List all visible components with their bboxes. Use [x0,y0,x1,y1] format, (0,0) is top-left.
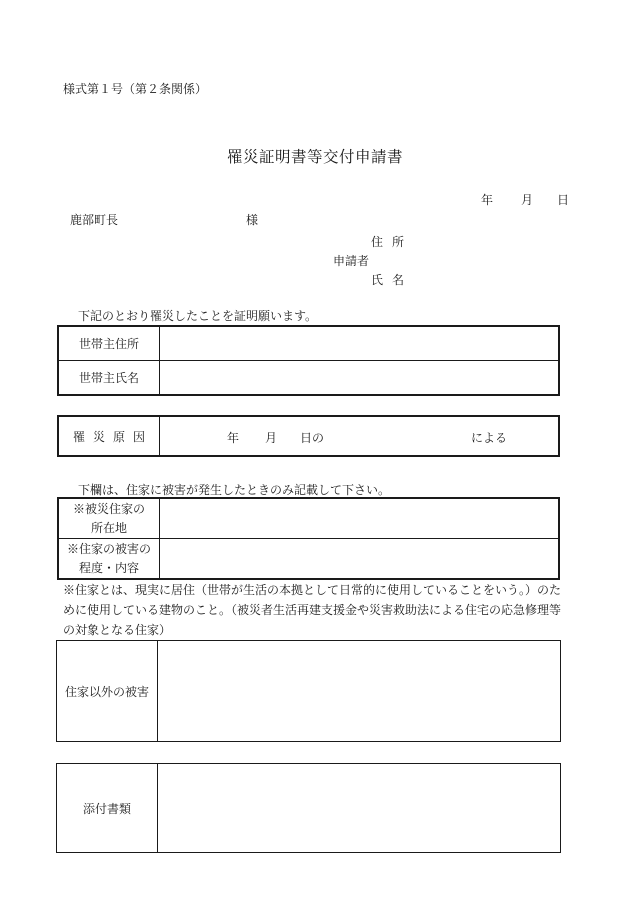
household-name-field[interactable] [160,361,560,396]
attachments-field[interactable] [158,764,561,853]
addressee: 鹿部町長 [70,213,119,227]
dwelling-location-label [58,498,160,539]
cause-field[interactable] [160,416,560,456]
cause-label-text: 罹災原因 [72,429,153,444]
household-table [57,325,560,396]
honorific: 様 [246,213,259,227]
date-month-label: 月 [521,193,534,207]
dwelling-damage-label-line1: ※住家の被害の [66,541,151,556]
attachments-label: 添付書類 [57,764,158,853]
applicant-address-label: 住所 [371,235,414,249]
dwelling-location-label-line1: ※被災住家の [72,501,145,516]
table-row [57,641,561,742]
household-address-field[interactable] [160,326,560,361]
cause-label [58,416,160,456]
table-row [58,326,559,361]
applicant-label: 申請者 [333,254,370,268]
dwelling-damage-label-line2: 程度・内容 [78,560,139,575]
form-number: 様式第１号（第２条関係） [63,82,208,96]
other-damage-field[interactable] [158,641,561,742]
cause-day-label: 日の [300,431,325,445]
dwelling-table [57,497,560,580]
dwelling-intro-text: 下欄は、住家に被害が発生したときのみ記載して下さい。 [78,483,391,497]
page-title: 罹災証明書等交付申請書 [226,148,403,166]
dwelling-note: ※住家とは、現実に居住（世帯が生活の本拠として日常的に使用していることをいう。）のために使用している建物のこと。（被災者生活再建支援金や災害救助法による住宅の応急修理等の対象となる住家） [63,583,562,637]
cause-month-label: 月 [265,431,278,445]
other-damage-label: 住家以外の被害 [57,641,158,742]
table-row [58,498,559,539]
cause-year-label: 年 [227,431,240,445]
household-address-label: 世帯主住所 [58,326,160,361]
attachments-table [56,763,561,853]
household-name-label: 世帯主氏名 [58,361,160,396]
dwelling-location-label-line2: 所在地 [90,520,127,535]
intro-text: 下記のとおり罹災したことを証明願います。 [78,309,318,323]
cause-table [57,415,560,457]
date-year-label: 年 [481,193,494,207]
applicant-name-label: 氏名 [371,273,414,287]
date-day-label: 日 [557,193,570,207]
table-row [58,539,559,580]
other-damage-table [56,640,561,742]
cause-by-label: による [471,431,508,445]
dwelling-damage-field[interactable] [160,539,560,580]
table-row [58,361,559,396]
table-row [58,416,559,456]
table-row [57,764,561,853]
dwelling-damage-label [58,539,160,580]
dwelling-location-field[interactable] [160,498,560,539]
